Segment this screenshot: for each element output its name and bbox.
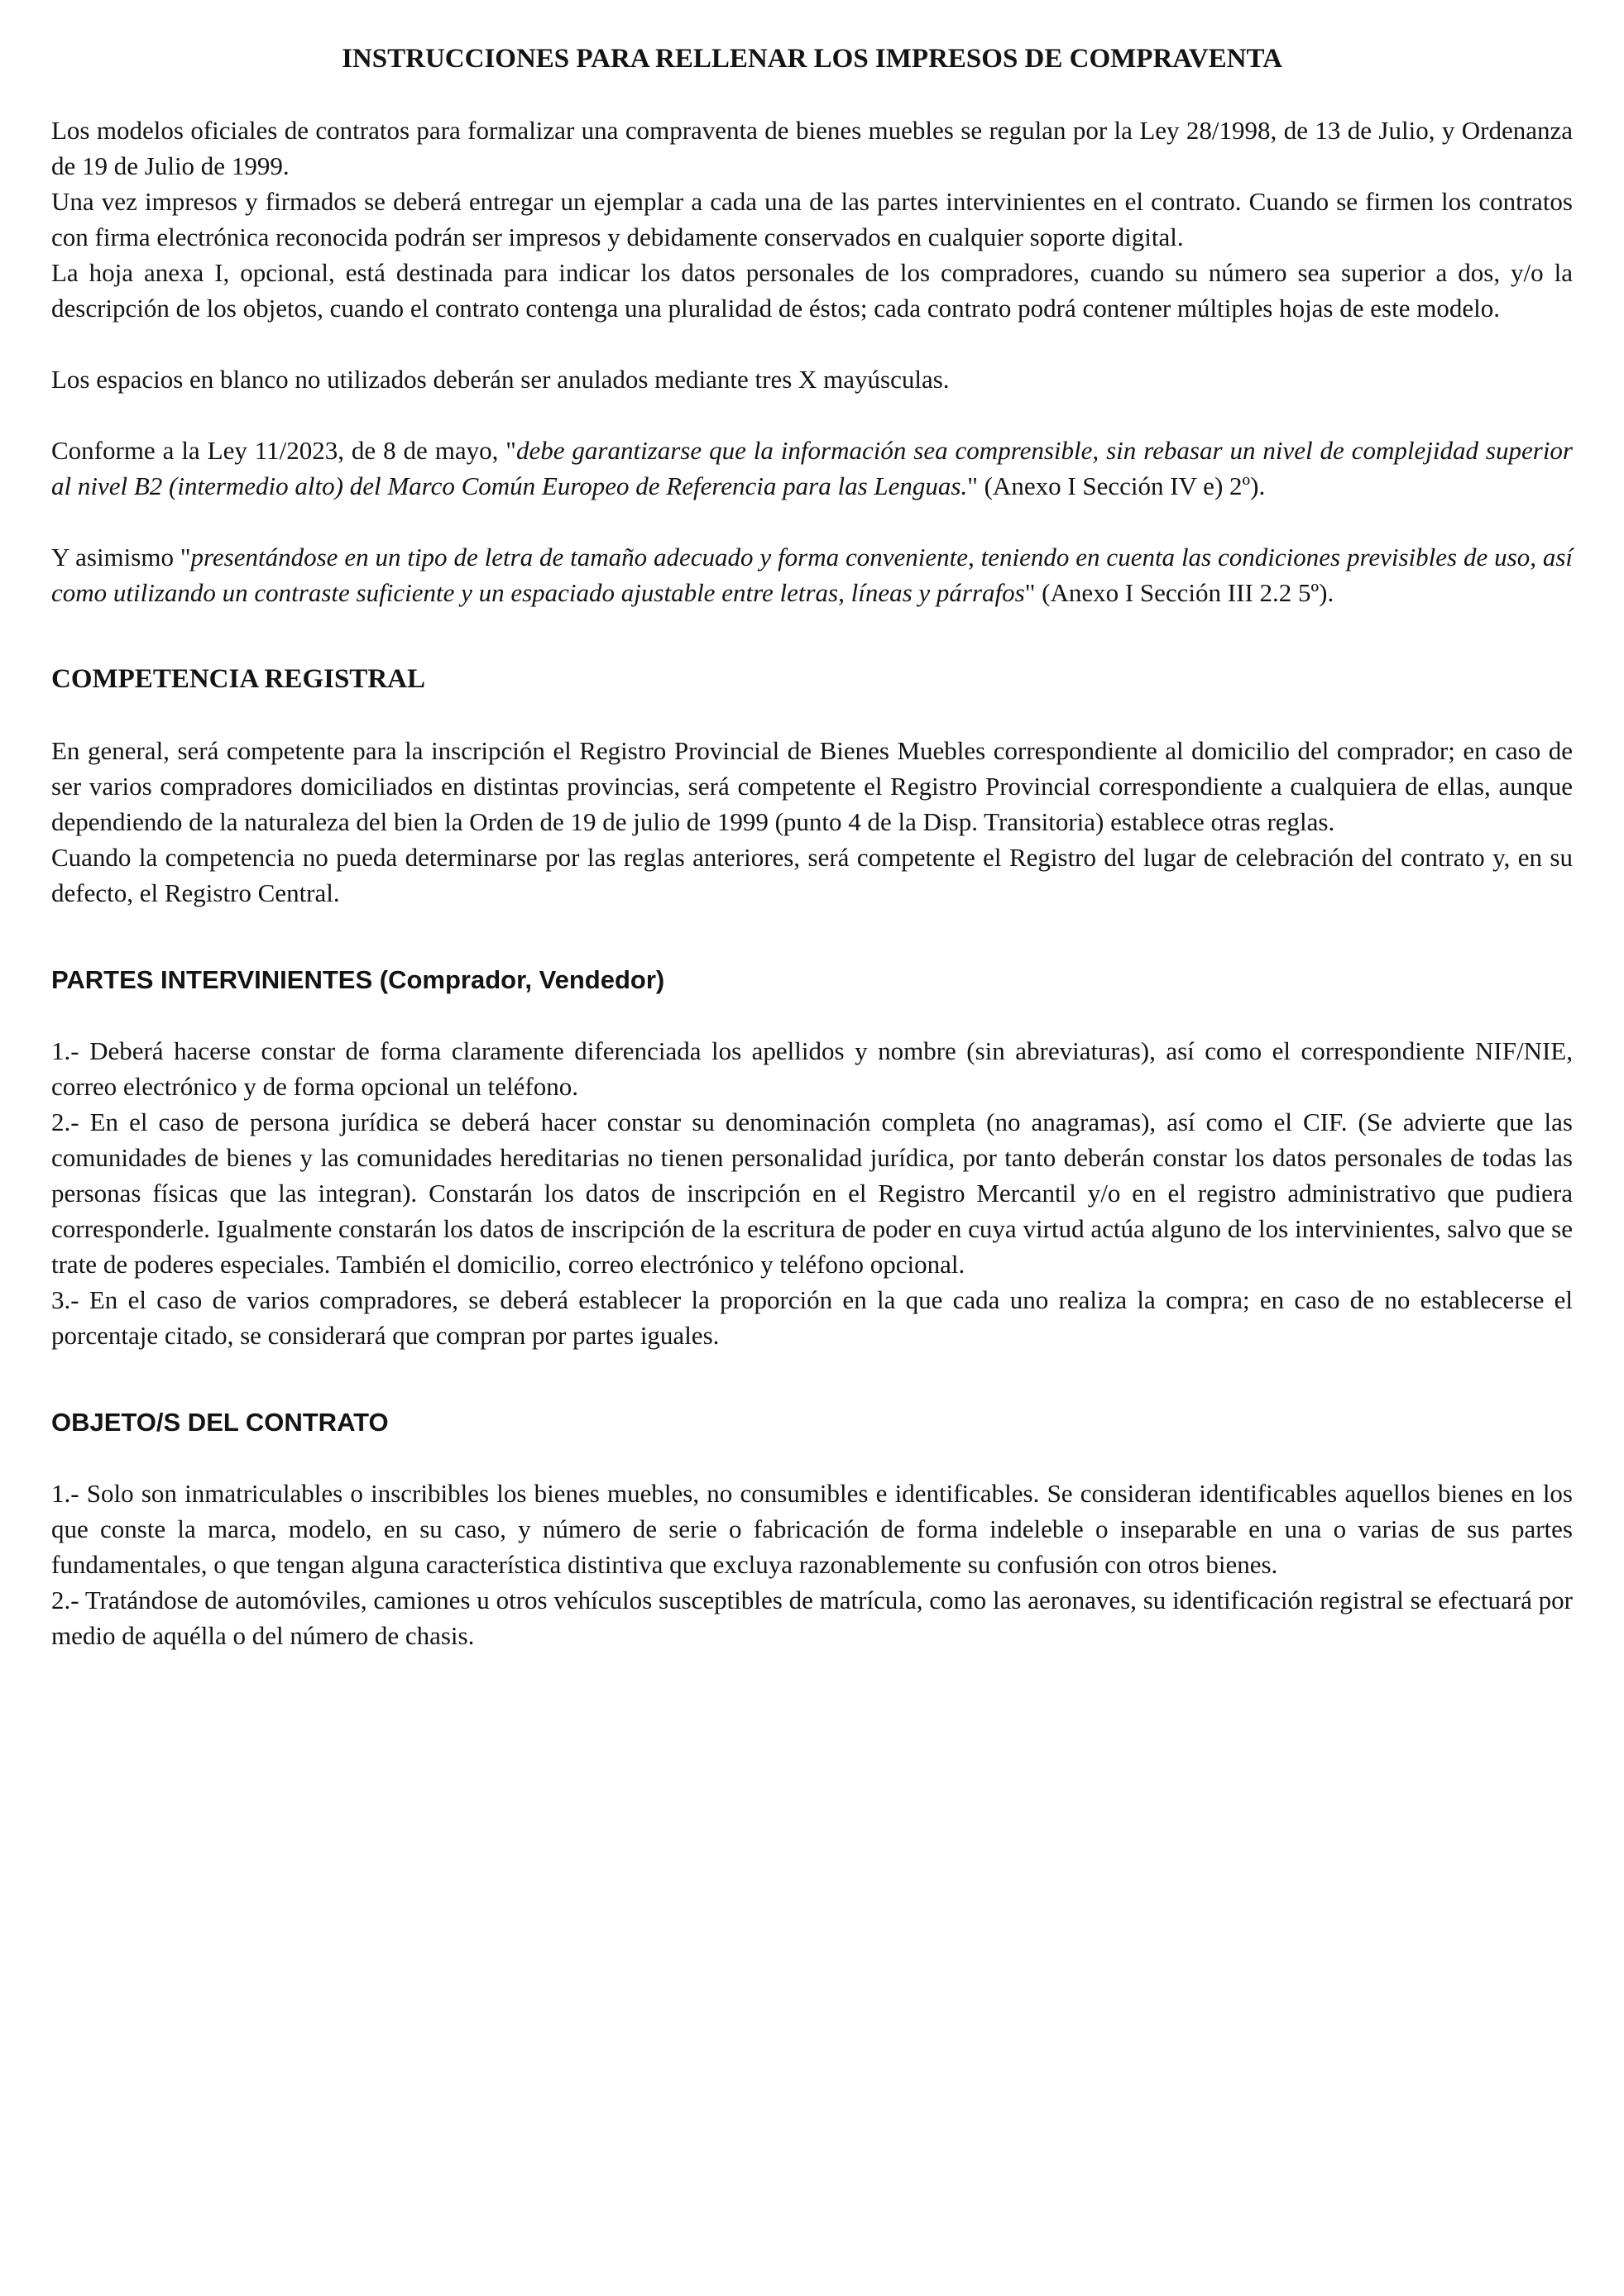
text-run-post: " (Anexo I Sección IV e) 2º). <box>967 471 1266 500</box>
paragraph-competencia-registro-central: Cuando la competencia no pueda determinarse por las reglas anteriores, será competente el Registro del lugar de celebración del contrato y, en su defecto, el Registro Central. <box>51 843 1573 907</box>
quoted-italic-text: presentándose en un tipo de letra de tamaño adecuado y forma conveniente, teniendo en cuenta las condiciones previsibles de uso, así como utilizando un contraste suficiente y un espaciado ajustable entre letras, líneas y párrafos <box>51 543 1573 607</box>
paragraph-intro-models: Los modelos oficiales de contratos para formalizar una compraventa de bienes muebles se regulan por la Ley 28/1998, de 13 de Julio, y Ordenanza de 19 de Julio de 1999. <box>51 116 1573 180</box>
paragraph-law-quote-comprehensibility <box>51 433 1573 504</box>
section-heading-objeto-contrato: OBJETO/S DEL CONTRATO <box>51 1408 389 1437</box>
paragraph-intro-copies: Una vez impresos y firmados se deberá entregar un ejemplar a cada una de las partes intervinientes en el contrato. Cuando se firmen los contratos con firma electrónica reconocida podrán ser impresos y debidamente conservados en cualquier soporte digital. <box>51 187 1573 251</box>
paragraph-objeto-item-2: 2.- Tratándose de automóviles, camiones u otros vehículos susceptibles de matrícula, como las aeronaves, su identificación registral se efectuará por medio de aquélla o del número de chasis. <box>51 1586 1573 1650</box>
text-run-pre: Conforme a la Ley 11/2023, de 8 de mayo, " <box>51 436 516 465</box>
paragraph-partes-item-2: 2.- En el caso de persona jurídica se deberá hacer constar su denominación completa (no anagramas), así como el CIF. (Se advierte que las comunidades de bienes y las comunidades hereditarias no tienen personalidad jurídica, por tanto deberán constar los datos personales de todas las personas físicas que las integran). Constarán los datos de inscripción en el Registro Mercantil y/o en el registro administrativo que pudiera corresponderle. Igualmente constarán los datos de inscripción de la escritura de poder en cuya virtud actúa alguno de los intervinientes, salvo que se trate de poderes especiales. También el domicilio, correo electrónico y teléfono opcional. <box>51 1107 1573 1279</box>
document-title: INSTRUCCIONES PARA RELLENAR LOS IMPRESOS DE COMPRAVENTA <box>342 44 1282 74</box>
text-run-pre: Y asimismo " <box>51 543 191 572</box>
paragraph-blank-spaces: Los espacios en blanco no utilizados deberán ser anulados mediante tres X mayúsculas. <box>51 365 950 394</box>
paragraph-partes-item-1: 1.- Deberá hacerse constar de forma claramente diferenciada los apellidos y nombre (sin abreviaturas), así como el correspondiente NIF/NIE, correo electrónico y de forma opcional un teléfono. <box>51 1036 1573 1101</box>
paragraph-partes-item-3: 3.- En el caso de varios compradores, se deberá establecer la proporción en la que cada uno realiza la compra; en caso de no establecerse el porcentaje citado, se considerará que compran por partes iguales. <box>51 1285 1573 1350</box>
paragraph-intro-annex: La hoja anexa I, opcional, está destinada para indicar los datos personales de los compradores, cuando su número sea superior a dos, y/o la descripción de los objetos, cuando el contrato contenga una pluralidad de éstos; cada contrato podrá contener múltiples hojas de este modelo. <box>51 258 1573 323</box>
text-run-post: " (Anexo I Sección III 2.2 5º). <box>1024 578 1334 607</box>
section-heading-partes-intervinientes: PARTES INTERVINIENTES (Comprador, Vendedor) <box>51 965 665 994</box>
section-heading-competencia-registral: COMPETENCIA REGISTRAL <box>51 664 425 694</box>
paragraph-law-quote-typography <box>51 539 1573 610</box>
quoted-italic-text: debe garantizarse que la información sea comprensible, sin rebasar un nivel de complejidad superior al nivel B2 (intermedio alto) del Marco Común Europeo de Referencia para las Lenguas. <box>51 436 1573 500</box>
paragraph-objeto-item-1: 1.- Solo son inmatriculables o inscribibles los bienes muebles, no consumibles e identificables. Se consideran identificables aquellos bienes en los que conste la marca, modelo, en su caso, y número de serie o fabricación de forma indeleble o inseparable en una o varias de sus partes fundamentales, o que tengan alguna característica distintiva que excluya razonablemente su confusión con otros bienes. <box>51 1479 1573 1579</box>
paragraph-competencia-registro-provincial: En general, será competente para la inscripción el Registro Provincial de Bienes Muebles correspondiente al domicilio del comprador; en caso de ser varios compradores domiciliados en distintas provincias, será competente el Registro Provincial correspondiente a cualquiera de ellas, aunque dependiendo de la naturaleza del bien la Orden de 19 de julio de 1999 (punto 4 de la Disp. Transitoria) establece otras reglas. <box>51 736 1573 836</box>
